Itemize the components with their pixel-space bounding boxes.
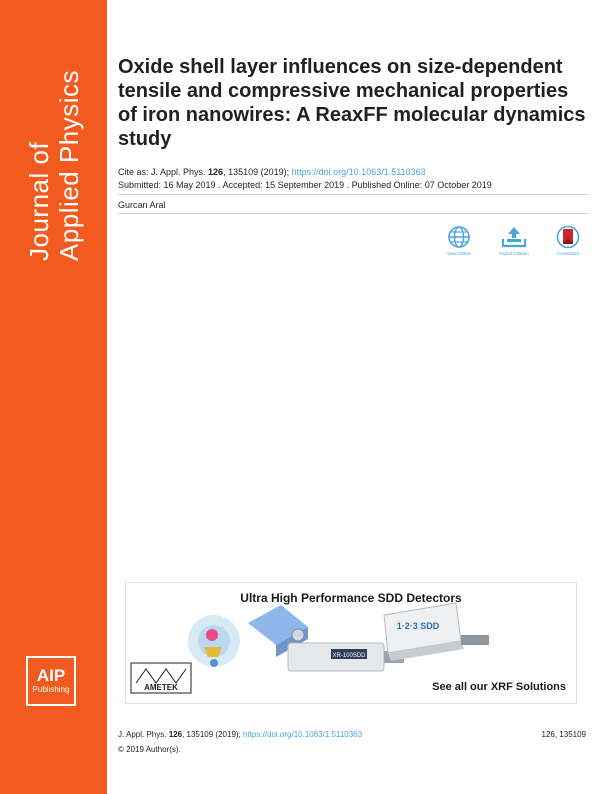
view-online-label: View Online — [447, 251, 471, 256]
footer-citation — [118, 730, 362, 739]
footer-citation-suffix: , 135109 (2019); — [182, 730, 243, 739]
author-name[interactable]: Gurcan Aral — [118, 200, 166, 210]
brand-logo-text: AMETEK — [144, 683, 178, 692]
globe-icon — [447, 225, 471, 249]
journal-name — [0, 5, 107, 265]
export-icon — [501, 225, 527, 249]
aip-logo-subtext: Publishing — [32, 685, 70, 694]
article-title: Oxide shell layer influences on size-dependent tensile and compressive mechanical properties of iron nanowires: A ReaxFF molecular dynamics study — [118, 56, 586, 150]
footer-doi-link[interactable]: https://doi.org/10.1063/1.5110363 — [243, 730, 363, 739]
ad-headline: Ultra High Performance SDD Detectors — [240, 591, 462, 605]
export-citation-button[interactable] — [494, 225, 534, 256]
journal-name-line1: Journal of — [23, 141, 54, 261]
crossmark-icon — [556, 225, 580, 249]
footer-page-id: 126, 135109 — [541, 730, 586, 739]
divider — [118, 213, 588, 214]
citation-suffix: , 135109 (2019); — [223, 167, 292, 177]
export-citation-label: Export Citation — [499, 251, 529, 256]
citation-volume: 126 — [208, 167, 224, 177]
crossmark-label: CrossMark — [557, 251, 579, 256]
publication-dates: Submitted: 16 May 2019 . Accepted: 15 September 2019 . Published Online: 07 October 2019 — [118, 180, 492, 190]
journal-name-line2: Applied Physics — [53, 69, 84, 261]
copyright-notice: © 2019 Author(s). — [118, 745, 181, 754]
ad-cta-link[interactable]: See all our XRF Solutions — [432, 681, 566, 693]
divider — [118, 194, 588, 195]
crossmark-button[interactable] — [548, 225, 588, 256]
footer-volume: 126 — [168, 730, 183, 739]
view-online-button[interactable] — [439, 225, 479, 256]
product-label: 1·2·3 SDD — [396, 621, 440, 631]
journal-sidebar — [0, 0, 107, 794]
aip-publishing-logo[interactable] — [26, 656, 76, 706]
citation-prefix: Cite as: J. Appl. Phys. — [118, 167, 209, 177]
aip-logo-text: AIP — [36, 666, 66, 685]
footer-citation-prefix: J. Appl. Phys. — [118, 730, 169, 739]
device-label: XR-100SDD — [332, 653, 366, 659]
doi-link[interactable]: https://doi.org/10.1063/1.5110363 — [291, 167, 426, 177]
citation-line — [118, 167, 426, 177]
advertisement-banner[interactable] — [125, 582, 577, 704]
